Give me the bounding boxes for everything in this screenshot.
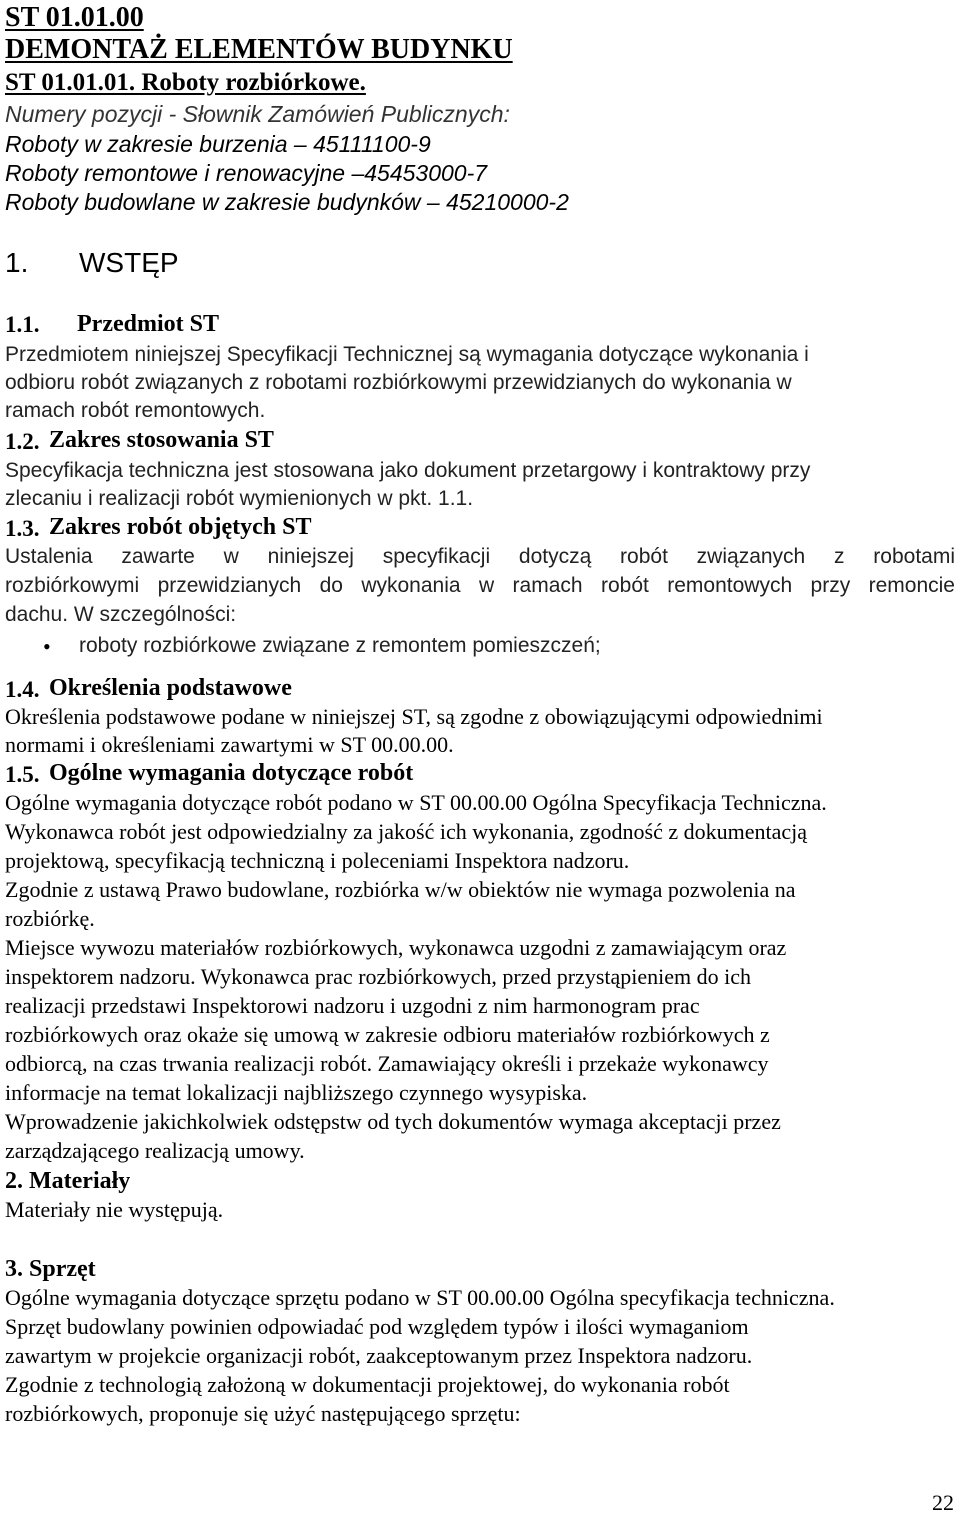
cpv-item: Roboty remontowe i renowacyjne –45453000-7 [5, 160, 488, 186]
paragraph-line: Określenia podstawowe podane w niniejszej ST, są zgodne z obowiązującymi odpowiednimi [5, 704, 823, 729]
paragraph-line: Sprzęt budowlany powinien odpowiadać pod względem typów i ilości wymaganiom [5, 1314, 749, 1339]
bullet-dot: • [43, 634, 51, 659]
paragraph-line: ramach robót remontowych. [5, 399, 266, 422]
paragraph-line: Miejsce wywozu materiałów rozbiórkowych, wykonawca uzgodni z zamawiającym oraz [5, 935, 787, 960]
subsection-number: 1.2. [5, 429, 40, 454]
subsection-number: 1.1. [5, 312, 40, 337]
paragraph-line: inspektorem nadzoru. Wykonawca prac rozbiórkowych, przed przystąpieniem do ich [5, 964, 752, 989]
paragraph-line: odbiorcą, na czas trwania realizacji robót. Zamawiający określi i przekaże wykonawcy [5, 1051, 769, 1076]
spec-subtitle: ST 01.01.01. Roboty rozbiórkowe. [5, 69, 366, 96]
section-number: 1. [5, 247, 29, 278]
paragraph-line: zawartym w projekcie organizacji robót, zaakceptowanym przez Inspektora nadzoru. [5, 1343, 753, 1368]
paragraph-line: odbioru robót związanych z robotami rozbiórkowymi przewidzianych do wykonania w [5, 371, 792, 394]
page-number: 22 [932, 1490, 954, 1515]
subsection-number: 1.3. [5, 516, 40, 541]
paragraph-line: Ogólne wymagania dotyczące sprzętu podano w ST 00.00.00 Ogólna specyfikacja techniczna. [5, 1285, 835, 1310]
paragraph-line: Przedmiotem niniejszej Specyfikacji Technicznej są wymagania dotyczące wykonania i [5, 343, 809, 366]
subsection-title: Określenia podstawowe [49, 675, 292, 701]
subsection-title: Ogólne wymagania dotyczące robót [49, 760, 414, 786]
bullet-item: roboty rozbiórkowe związane z remontem pomieszczeń; [79, 634, 601, 657]
section-heading: 3. Sprzęt [5, 1256, 96, 1282]
paragraph-line: dachu. W szczególności: [5, 603, 237, 626]
paragraph-line: normami i określeniami zawartymi w ST 00.00.00. [5, 732, 454, 757]
paragraph-line: Specyfikacja techniczna jest stosowana jako dokument przetargowy i kontraktowy przy [5, 459, 811, 482]
subsection-number: 1.5. [5, 762, 40, 787]
cpv-item: Roboty budowlane w zakresie budynków – 45210000-2 [5, 189, 569, 215]
paragraph-line: projektową, specyfikacją techniczną i poleceniami Inspektora nadzoru. [5, 848, 630, 873]
paragraph-line: rozbiórkowych, proponuje się użyć następującego sprzętu: [5, 1401, 521, 1426]
paragraph-line: rozbiórkowymi przewidzianych do wykonania w ramach robót remontowych przy remoncie [5, 574, 955, 597]
spec-title: DEMONTAŻ ELEMENTÓW BUDYNKU [5, 34, 513, 65]
subsection-title: Zakres robót objętych ST [49, 514, 312, 540]
paragraph-line: rozbiórkowych oraz okaże się umową w zakresie odbioru materiałów rozbiórkowych z [5, 1022, 770, 1047]
paragraph-line: Ustalenia zawarte w niniejszej specyfikacji dotyczą robót związanych z robotami [5, 545, 955, 568]
cpv-item: Roboty w zakresie burzenia – 45111100-9 [5, 131, 431, 157]
spec-code: ST 01.01.00 [5, 2, 144, 33]
section-title: WSTĘP [79, 247, 179, 278]
subsection-title: Zakres stosowania ST [49, 427, 274, 453]
paragraph-line: Materiały nie występują. [5, 1197, 224, 1222]
paragraph-line: zarządzającego realizacją umowy. [5, 1138, 305, 1163]
paragraph-line: Wykonawca robót jest odpowiedzialny za jakość ich wykonania, zgodność z dokumentacją [5, 819, 808, 844]
section-heading: 2. Materiały [5, 1168, 131, 1194]
subsection-title: Przedmiot ST [77, 311, 219, 337]
paragraph-line: zlecaniu i realizacji robót wymienionych w pkt. 1.1. [5, 487, 474, 510]
paragraph-line: Zgodnie z ustawą Prawo budowlane, rozbiórka w/w obiektów nie wymaga pozwolenia na [5, 877, 796, 902]
subsection-number: 1.4. [5, 677, 40, 702]
paragraph-line: rozbiórkę. [5, 906, 95, 931]
paragraph-line: Ogólne wymagania dotyczące robót podano w ST 00.00.00 Ogólna Specyfikacja Techniczna. [5, 790, 827, 815]
cpv-title: Numery pozycji - Słownik Zamówień Publicznych: [5, 101, 510, 127]
paragraph-line: informacje na temat lokalizacji najbliższego czynnego wysypiska. [5, 1080, 588, 1105]
paragraph-line: Wprowadzenie jakichkolwiek odstępstw od tych dokumentów wymaga akceptacji przez [5, 1109, 781, 1134]
paragraph-line: realizacji przedstawi Inspektorowi nadzoru i uzgodni z nim harmonogram prac [5, 993, 700, 1018]
paragraph-line: Zgodnie z technologią założoną w dokumentacji projektowej, do wykonania robót [5, 1372, 730, 1397]
